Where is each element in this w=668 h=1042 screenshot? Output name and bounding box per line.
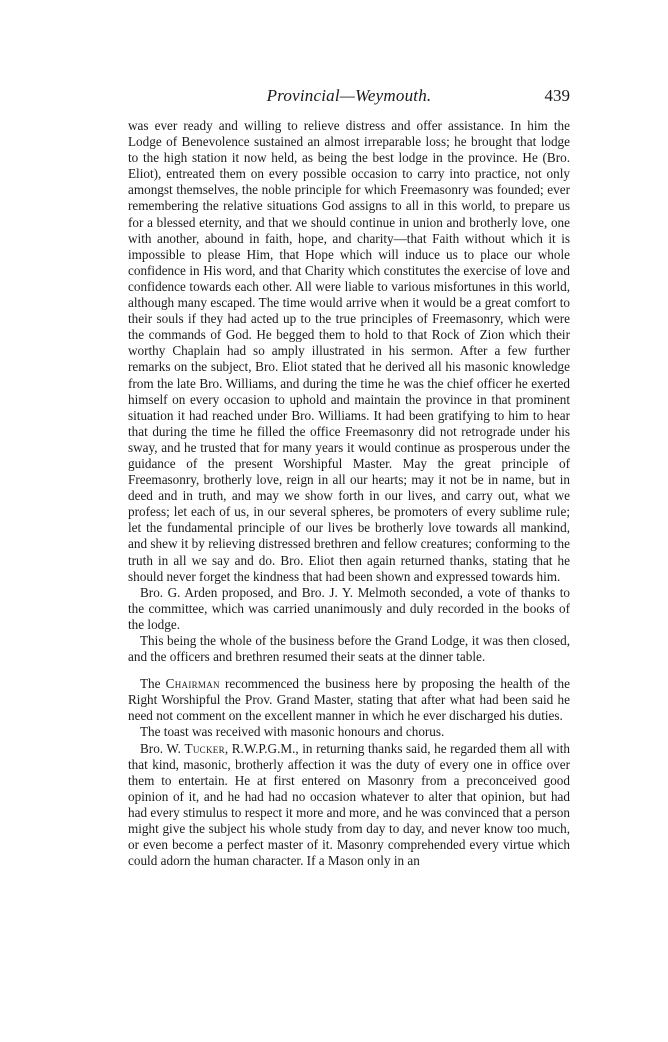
speaker-name-tucker: Tucker bbox=[184, 740, 225, 756]
running-head bbox=[128, 86, 570, 112]
paragraph-4-lead: The bbox=[140, 676, 166, 692]
paragraph-4-text: recommenced the business here by proposing the health of the Right Worshipful the Prov. Grand Master, stating that after what had been said he need not comment on the excellent manner in which he ever discharged his duties. bbox=[128, 676, 570, 724]
paragraph-3: This being the whole of the business before the Grand Lodge, it was then closed, and the officers and brethren resumed their seats at the dinner table. bbox=[128, 633, 570, 665]
book-page bbox=[128, 86, 570, 869]
paragraph-4 bbox=[128, 676, 570, 724]
running-title: Provincial—Weymouth. bbox=[266, 86, 432, 105]
speaker-name-chairman: Chairman bbox=[165, 676, 220, 692]
page-number: 439 bbox=[544, 86, 570, 105]
paragraph-6 bbox=[128, 741, 570, 870]
paragraph-6-lead: Bro. W. bbox=[140, 740, 185, 756]
paragraph-5: The toast was received with masonic honours and chorus. bbox=[140, 724, 445, 740]
paragraph-1: was ever ready and willing to relieve distress and offer assistance. In him the Lodge of Benevolence sustained an almost irreparable loss; he brought that lodge to the high station it now held, as being the best lodge in the province. He (Bro. Eliot), entreated them on every possible occasion to carry into practice, not only amongst themselves, the noble principle for which Freemasonry was founded; ever remembering the relative situations God assigns to all in this world, to prepare us for a blessed eternity, and that we should continue in union and brotherly love, one with another, abound in faith, hope, and charity—that Faith without which it is impossible to please Him, that Hope which will induce us to place our whole confidence in His word, and that Charity which constitutes the exercise of love and confidence towards each other. All were liable to various misfortunes in this world, although many escaped. The time would arrive when it would be a great comfort to their souls if they had acted up to the true principles of Freemasonry, which were the commands of God. He begged them to hold to that Rock of Zion which their worthy Chaplain had so amply illustrated in his sermon. After a few further remarks on the subject, Bro. Eliot stated that he derived all his masonic knowledge from the late Bro. Williams, and during the time he was the chief officer he exerted himself on every occasion to uphold and maintain the province in that prominent situation it had reached under Bro. Williams. It had been gratifying to him to hear that during the time he filled the office Freemasonry did not retrograde under his sway, and he trusted that for many years it would continue as prosperous under the guidance of the present Worshipful Master. May the great principle of Freemasonry, brotherly love, reign in all our hearts; may it not be in name, but in deed and in truth, and may we show forth in our lives, and carry out, what we profess; let each of us, in our several spheres, be promoters of every sublime rule; let the fundamental principle of our lives be brotherly love towards all mankind, and shew it by relieving distressed brethren and fellow creatures; conforming to the truth in all we say and do. Bro. Eliot then again returned thanks, stating that he should never forget the kindness that had been shown and expressed towards him. bbox=[128, 118, 570, 584]
body-text bbox=[128, 118, 570, 869]
paragraph-6-text: , R.W.P.G.M., in returning thanks said, he regarded them all with that kind, masonic, brotherly affection it was the duty of every one in office over them to entertain. He at first entered on Masonry from a preconceived good opinion of it, and he had had no occasion whatever to alter that opinion, but had had every stimulus to respect it more and more, and he was convinced that a person might give the subject his whole study from day to day, and never know too much, or even become a perfect master of it. Masonry comprehended every virtue which could adorn the human character. If a Mason only in an bbox=[128, 740, 570, 869]
paragraph-2: Bro. G. Arden proposed, and Bro. J. Y. Melmoth seconded, a vote of thanks to the committee, which was carried unanimously and duly recorded in the books of the lodge. bbox=[128, 584, 570, 632]
